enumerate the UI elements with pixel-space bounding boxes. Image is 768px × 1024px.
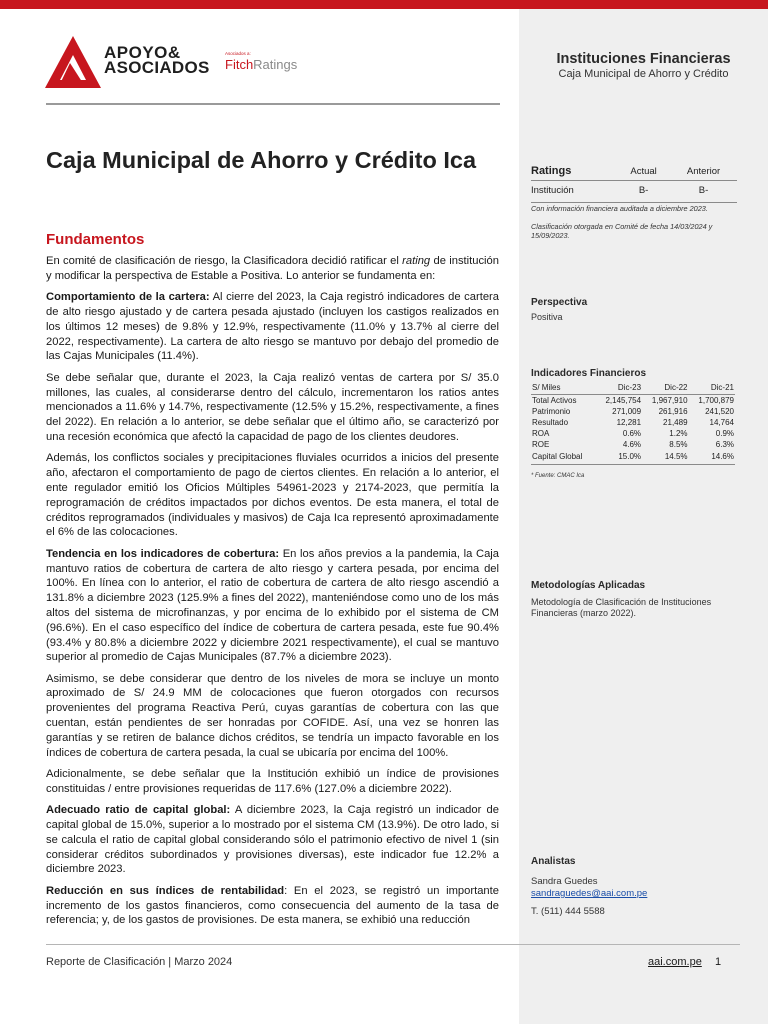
paragraph-provisiones: Adicionalmente, se debe señalar que la Institución exhibió un índice de provisiones constituidas / entre provisiones requeridas de 117.6% (127.0% a diciembre 2022).	[46, 768, 499, 795]
paragraph-capital: Adecuado ratio de capital global: A diciembre 2023, la Caja registró un indicador de capital global de 15.0%, superior a lo mostrado por el sistema CM (13.9%). De otro lado, si se calcula el ratio de capital global considerando sólo el patrimonio efectivo de nivel 1 (sin considerar créditos subordinados y provisiones diversas), este indicador fue 12.2% a diciembre 2023.	[46, 804, 499, 876]
audit-note: Con información financiera auditada a diciembre 2023.	[531, 204, 708, 213]
page-number: 1	[715, 956, 722, 968]
indicadores-col-units: S/ Miles	[531, 382, 596, 395]
paragraph-rentabilidad: Reducción en sus índices de rentabilidad: En el 2023, se registró un importante incremento de los gastos financieros, como consecuencia del aumento de la tasa de referencia; y, de los gastos de provisiones. De esta manera, se exhibió una reducción	[46, 884, 499, 927]
indicadores-source: * Fuente: CMAC Ica	[531, 473, 585, 479]
paragraph-mora: Asimismo, se debe considerar que dentro de los niveles de mora se incluye un monto aproximado de S/ 24.9 MM de colocaciones que fueron otorgados con recursos provenientes del programa Reactiva Perú, cuyas garantías de cobertura con las que cuentan, están pendientes de ser honradas por COFIDE. Así, una vez se honren las garantías y se retiren de balance dichos créditos, se tendría un impacto favorable en los índices de cobertura de cartera pesada, la cual se ubicaría por encima del 100%.	[46, 672, 499, 759]
ratings-title: Ratings	[531, 163, 617, 181]
indicadores-table	[531, 382, 735, 465]
paragraph-conflictos: Además, los conflictos sociales y precipitaciones fluviales ocurridos a inicios del presente año, afectaron el comportamiento de pago de ciertos clientes. En relación a lo anterior, el ente regulador emitió los Oficios Múltiples 54961-2023 y 2174-2023, que permitía la reprogramación de créditos impactados por dichos eventos. De esta manera, el total de créditos reprogramados (individuales y masivos) de Caja Ica representó aproximadamente el 6% de las colocaciones.	[46, 452, 499, 539]
top-accent-bar	[0, 0, 768, 9]
paragraph-intro: En comité de clasificación de riesgo, la Clasificadora decidió ratificar el rating de institución y modificar la perspectiva de Estable a Positiva. Lo anterior se fundamenta en:	[46, 255, 499, 282]
analyst-name: Sandra Guedes	[531, 876, 598, 887]
section-title: Fundamentos	[46, 231, 145, 248]
logo-triangle-icon	[44, 35, 102, 89]
footer-report-label: Reporte de Clasificación | Marzo 2024	[46, 956, 233, 968]
ratings-table	[531, 163, 737, 203]
committee-note: Clasificación otorgada en Comité de fecha 14/03/2024 y 15/09/2023.	[531, 222, 713, 240]
analyst-email-link[interactable]: sandraguedes@aai.com.pe	[531, 888, 648, 899]
partner-name-part1: Fitch	[225, 57, 254, 72]
partner-name-part2: Ratings	[253, 57, 298, 72]
analistas-heading: Analistas	[531, 856, 576, 867]
table-row: Capital Global 15.0% 14.5% 14.6%	[531, 451, 735, 464]
ratings-col-anterior: Anterior	[670, 163, 737, 181]
perspectiva-value: Positiva	[531, 312, 563, 322]
associated-label: Asociados a:	[225, 51, 251, 56]
brand-name-line2: ASOCIADOS	[104, 58, 210, 77]
sidebar-subtitle: Caja Municipal de Ahorro y Crédito	[558, 68, 729, 80]
indicadores-col-dic21: Dic-21	[689, 382, 735, 395]
table-row: ROA 0.6% 1.2% 0.9%	[532, 429, 734, 439]
sidebar-title: Instituciones Financieras	[556, 51, 731, 67]
analyst-phone: T. (511) 444 5588	[531, 906, 605, 917]
paragraph-cartera: Comportamiento de la cartera: Al cierre del 2023, la Caja registró indicadores de cartera de alto riesgo ajustado y de cartera pesada ajustado (incluyen los castigos realizados en los últimos 12 meses) de 9.8% y 12.9%, respectivamente (11.0% y 13.7% al cierre del 2022, respectivamente). La cartera de alto riesgo se mantuvo por debajo del promedio de las Cajas Municipales (11.4%).	[46, 291, 499, 363]
indicadores-col-dic22: Dic-22	[642, 382, 688, 395]
table-row: Resultado 12,281 21,489 14,764	[532, 417, 734, 427]
table-row: ROE 4.6% 8.5% 6.3%	[532, 440, 734, 450]
document-title: Caja Municipal de Ahorro y Crédito Ica	[46, 147, 477, 173]
brand-name-line1: APOYO&	[104, 43, 181, 62]
indicadores-heading: Indicadores Financieros	[531, 368, 647, 379]
footer-divider	[46, 944, 740, 945]
table-row: Patrimonio 271,009 261,916 241,520	[532, 406, 734, 416]
ratings-col-actual: Actual	[617, 163, 670, 181]
table-row: Total Activos 2,145,754 1,967,910 1,700,879	[532, 395, 734, 405]
metodologias-heading: Metodologías Aplicadas	[531, 580, 646, 591]
footer-website-link[interactable]: aai.com.pe	[648, 956, 702, 968]
sidebar-background	[519, 0, 768, 1024]
metodologias-text: Metodología de Clasificación de Instituciones Financieras (marzo 2022).	[531, 597, 712, 618]
ratings-anterior-value: B-	[670, 181, 737, 203]
main-body	[46, 254, 499, 935]
partner-logo	[225, 58, 297, 72]
paragraph-ventas: Se debe señalar que, durante el 2023, la Caja realizó ventas de cartera por S/ 35.0 millones, las cuales, al considerarse dentro del cálculo, incrementaron los ratios antes mencionados a 11.6% y 14.7%, respectivamente (12.5% y 15.2%, respectivamente, a fines del 2022). En relación a lo anterior, se debe señalar que el último año, se caracterizó por una recesión económica que afectó la capacidad de pago de los clientes deudores.	[46, 371, 499, 443]
ratings-row-label: Institución	[531, 181, 617, 203]
paragraph-cobertura: Tendencia en los indicadores de cobertura: En los años previos a la pandemia, la Caja mantuvo ratios de cobertura de cartera de alto riesgo y cartera pesada, por encima del 100%. En línea con lo anterior, el ratio de cobertura de cartera de alto riesgo ascendió a 131.8% a diciembre 2023 (125.9% a fines del 2022), manteniéndose como uno de los más altos del sistema de microfinanzas, y por encima de lo exhibido por el sistema de CM (96.6%). En el caso específico del índice de cobertura de cartera pesada, este fue 90.4% (93.4% y 80.8% a diciembre 2022 y diciembre 2021 respectivamente), el cual se mantuvo superior al promedio de Cajas Municipales (87.7% a diciembre 2023).	[46, 547, 499, 664]
perspectiva-heading: Perspectiva	[531, 297, 588, 308]
indicadores-col-dic23: Dic-23	[596, 382, 642, 395]
ratings-actual-value: B-	[617, 181, 670, 203]
company-logo	[44, 35, 304, 91]
header-divider	[46, 103, 500, 105]
table-row	[531, 181, 737, 203]
